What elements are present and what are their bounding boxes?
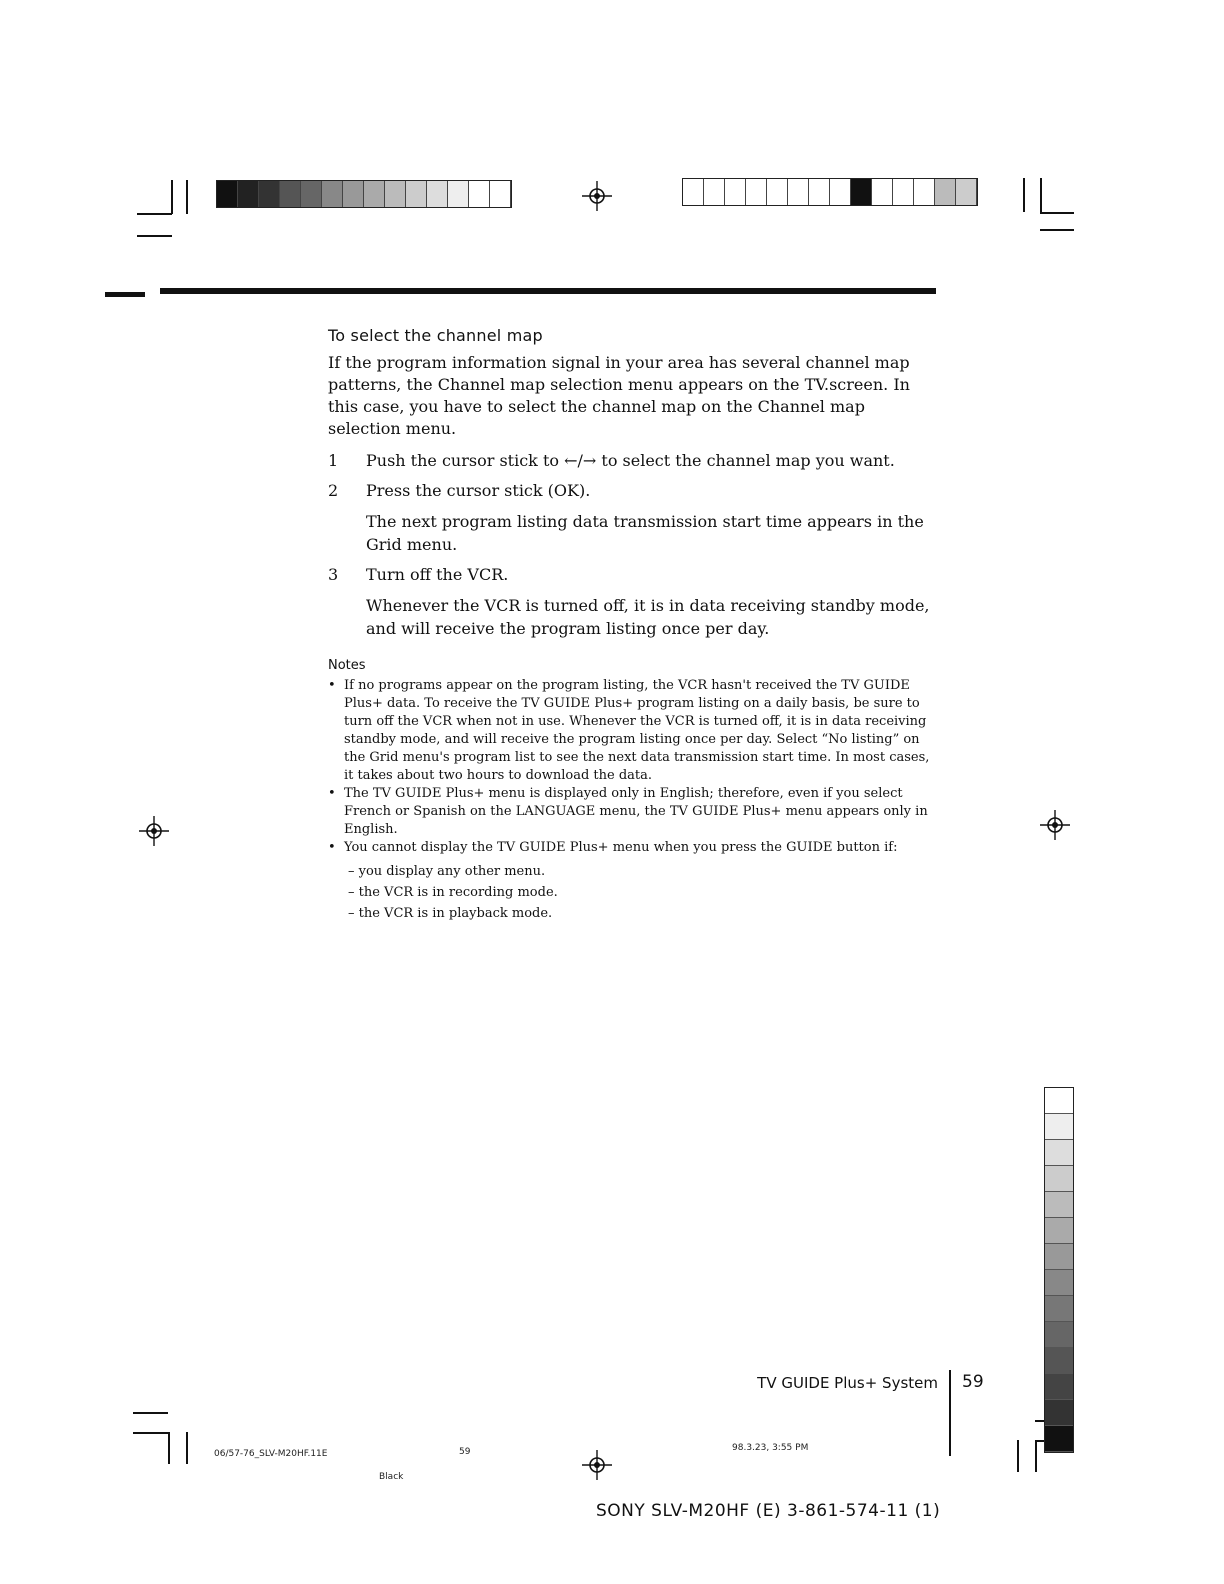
note-subitem: – you display any other menu. bbox=[348, 864, 546, 879]
registration-target-icon bbox=[139, 816, 169, 846]
bullet-icon: • bbox=[328, 786, 336, 801]
crop-mark bbox=[137, 213, 172, 215]
crop-mark bbox=[1040, 178, 1042, 212]
step-item bbox=[328, 450, 938, 472]
crop-mark bbox=[137, 235, 172, 237]
crop-mark bbox=[1035, 1440, 1037, 1472]
registration-target-icon bbox=[1040, 810, 1070, 840]
crop-mark bbox=[171, 180, 173, 214]
crop-mark bbox=[1017, 1440, 1019, 1472]
print-file-name: 06/57-76_SLV-M20HF.11E bbox=[214, 1449, 328, 1459]
note-subitem: – the VCR is in recording mode. bbox=[348, 885, 558, 900]
crop-mark bbox=[1023, 178, 1025, 212]
running-footer-section: TV GUIDE Plus+ System bbox=[757, 1374, 938, 1392]
step-detail: Whenever the VCR is turned off, it is in data receiving standby mode, and will receive the program listing once per day. bbox=[366, 596, 930, 638]
print-timestamp: 98.3.23, 3:55 PM bbox=[732, 1443, 809, 1453]
crop-mark bbox=[186, 1432, 188, 1464]
registration-target-icon bbox=[582, 1450, 612, 1480]
print-color-name: Black bbox=[379, 1472, 404, 1482]
density-strip-right bbox=[682, 178, 978, 206]
density-strip-left bbox=[216, 180, 512, 208]
note-text: The TV GUIDE Plus+ menu is displayed only in English; therefore, even if you select French or Spanish on the LANGUAGE menu, the TV GUIDE Plus+ menu appears only in English. bbox=[344, 786, 928, 837]
step-text: Press the cursor stick (OK). bbox=[366, 481, 591, 500]
note-item bbox=[328, 677, 938, 785]
bullet-icon: • bbox=[328, 678, 336, 693]
main-content bbox=[328, 326, 938, 924]
step-number: 2 bbox=[328, 481, 339, 500]
notes-heading: Notes bbox=[328, 658, 366, 673]
note-text: If no programs appear on the program listing, the VCR hasn't received the TV GUIDE Plus+ data. To receive the TV GUIDE Plus+ program listing on a daily basis, be sure to turn off the VCR when not in use. Whenever the VCR is turned off, it is in data receiving standby mode, and will receive the program listing once per day. Select “No listing” on the Grid menu's program list to see the next data transmission start time. In most cases, it takes about two hours to download the data. bbox=[344, 678, 930, 783]
step-text: Push the cursor stick to ←/→ to select the channel map you want. bbox=[366, 451, 895, 470]
registration-target-icon bbox=[582, 181, 612, 211]
step-number: 3 bbox=[328, 565, 339, 584]
footer-divider bbox=[949, 1370, 951, 1456]
crop-mark bbox=[1040, 212, 1074, 214]
model-code: SONY SLV-M20HF (E) 3-861-574-11 (1) bbox=[596, 1501, 941, 1521]
step-number: 1 bbox=[328, 451, 339, 470]
crop-mark bbox=[186, 180, 188, 214]
crop-mark bbox=[168, 1432, 170, 1464]
print-page-number: 59 bbox=[459, 1447, 471, 1457]
note-item bbox=[328, 839, 938, 857]
section-intro: If the program information signal in your area has several channel map patterns, the Channel map selection menu appears on the TV.screen. In this case, you have to select the channel map on the Channel map selection menu. bbox=[328, 353, 910, 438]
bullet-icon: • bbox=[328, 840, 336, 855]
step-text: Turn off the VCR. bbox=[366, 565, 509, 584]
crop-mark bbox=[1040, 229, 1074, 231]
header-rule bbox=[160, 288, 936, 294]
page-number: 59 bbox=[962, 1372, 984, 1392]
section-title: To select the channel map bbox=[328, 326, 543, 345]
header-rule-stub bbox=[105, 292, 145, 297]
note-subitem: – the VCR is in playback mode. bbox=[348, 906, 553, 921]
note-text: You cannot display the TV GUIDE Plus+ menu when you press the GUIDE button if: bbox=[344, 840, 898, 855]
crop-mark bbox=[133, 1412, 168, 1414]
step-detail: The next program listing data transmission start time appears in the Grid menu. bbox=[366, 512, 924, 554]
step-item bbox=[328, 480, 938, 502]
crop-mark bbox=[133, 1432, 168, 1434]
note-item bbox=[328, 785, 938, 839]
density-strip-vertical bbox=[1044, 1087, 1074, 1453]
step-item bbox=[328, 564, 938, 586]
